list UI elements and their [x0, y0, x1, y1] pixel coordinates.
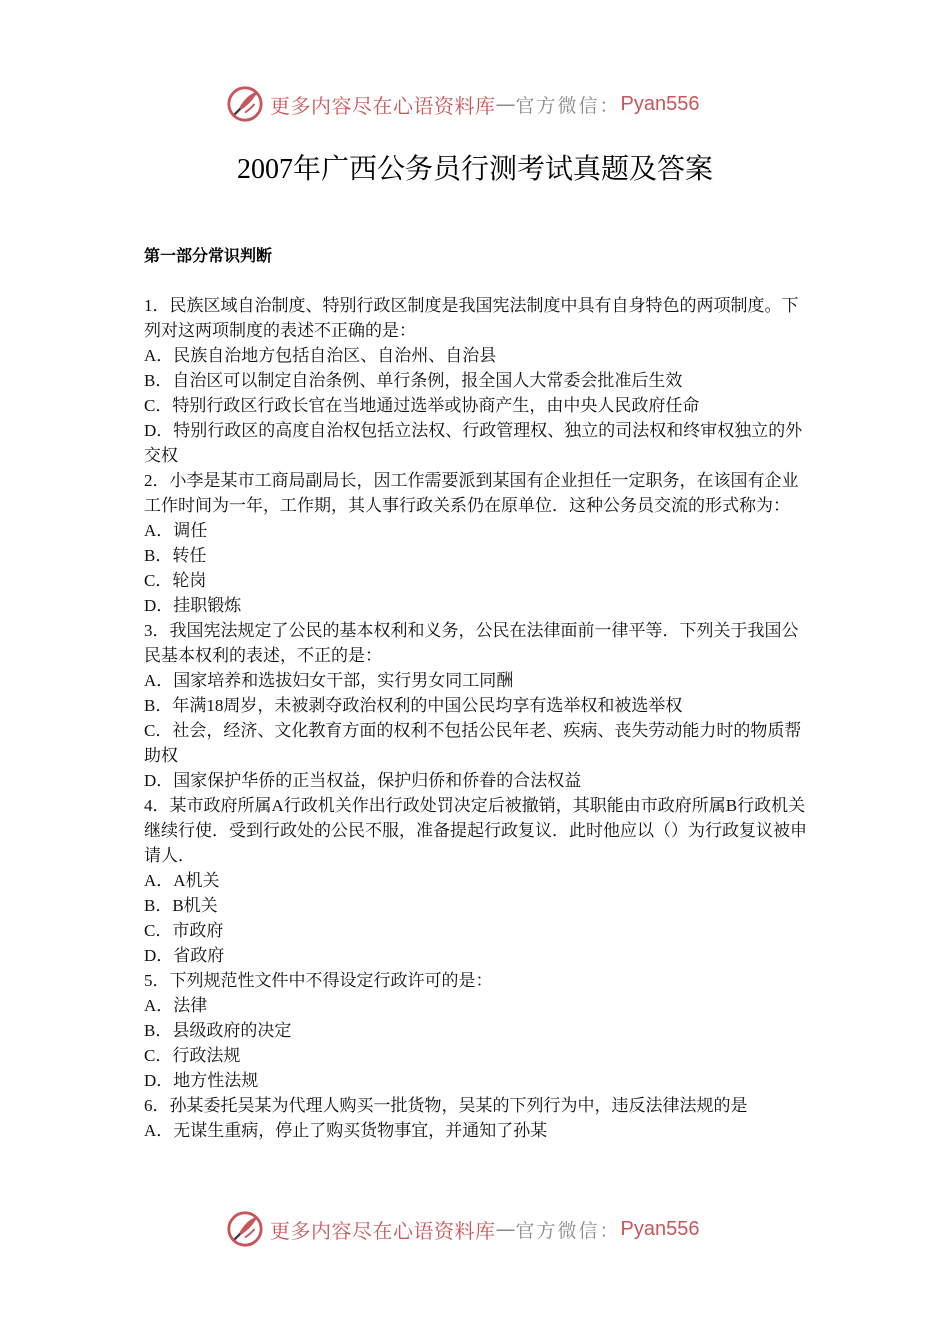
watermark-wechat-label: 官方微信：: [515, 94, 621, 117]
question-block: [144, 293, 812, 468]
watermark-dash: —: [495, 1217, 516, 1241]
quill-logo-icon: [226, 85, 264, 123]
answer-option: B．自治区可以制定自治条例、单行条例，报全国人大常委会批准后生效: [144, 371, 683, 390]
question-stem: 6．孙某委托吴某为代理人购买一批货物，吴某的下列行为中，违反法律法规的是: [144, 1096, 748, 1115]
answer-option: B．转任: [144, 546, 207, 565]
question-block: [144, 968, 812, 1093]
document-title: 2007年广西公务员行测考试真题及答案: [236, 154, 713, 185]
answer-option: A．无谋生重病，停止了购买货物事宜，并通知了孙某: [144, 1121, 548, 1140]
watermark-main-text: 更多内容尽在心语资料库: [270, 1218, 496, 1243]
answer-option: D．挂职锻炼: [144, 596, 242, 615]
question-block: [144, 793, 812, 968]
answer-option: B．B机关: [144, 896, 218, 915]
question-stem: 2．小李是某市工商局副局长，因工作需要派到某国有企业担任一定职务，在该国有企业工作时间为一年，工作期，其人事行政关系仍在原单位．这种公务员交流的形式称为：: [144, 471, 799, 515]
answer-option: D．特别行政区的高度自治权包括立法权、行政管理权、独立的司法权和终审权独立的外交权: [144, 421, 803, 465]
watermark-dash: —: [495, 92, 516, 116]
answer-option: A．国家培养和选拔妇女干部，实行男女同工同酬: [144, 671, 514, 690]
question-block: [144, 1093, 812, 1143]
answer-option: A．民族自治地方包括自治区、自治州、自治县: [144, 346, 497, 365]
watermark-footer: [226, 1207, 699, 1251]
question-stem: 3．我国宪法规定了公民的基本权利和义务，公民在法律面前一律平等．下列关于我国公民基本权利的表述，不正的是：: [144, 621, 799, 665]
answer-option: B．县级政府的决定: [144, 1021, 292, 1040]
question-list: [144, 293, 812, 1143]
watermark-wechat-label: 官方微信：: [515, 1219, 621, 1242]
answer-option: C．社会，经济、文化教育方面的权利不包括公民年老、疾病、丧失劳动能力时的物质帮助权: [144, 721, 802, 765]
answer-option: A．调任: [144, 521, 208, 540]
watermark-header: [226, 82, 699, 126]
answer-option: C．轮岗: [144, 571, 207, 590]
section-heading: 第一部分常识判断: [144, 246, 273, 265]
answer-option: C．行政法规: [144, 1046, 241, 1065]
question-stem: 1．民族区域自治制度、特别行政区制度是我国宪法制度中具有自身特色的两项制度。下列对这两项制度的表述不正确的是：: [144, 296, 799, 340]
question-stem: 4．某市政府所属A行政机关作出行政处罚决定后被撤销，其职能由市政府所属B行政机关继续行使．受到行政处的公民不服，准备提起行政复议．此时他应以（）为行政复议被申请人．: [144, 796, 807, 865]
question-stem: 5．下列规范性文件中不得设定行政许可的是：: [144, 971, 493, 990]
answer-option: D．省政府: [144, 946, 225, 965]
answer-option: C．市政府: [144, 921, 224, 940]
question-block: [144, 618, 812, 793]
answer-option: D．地方性法规: [144, 1071, 259, 1090]
watermark-main-text: 更多内容尽在心语资料库: [270, 93, 496, 118]
answer-option: B．年满18周岁，未被剥夺政治权利的中国公民均享有选举权和被选举权: [144, 696, 683, 715]
answer-option: C．特别行政区行政长官在当地通过选举或协商产生，由中央人民政府任命: [144, 396, 700, 415]
answer-option: A．法律: [144, 996, 208, 1015]
question-block: [144, 468, 812, 618]
watermark-wechat-id: Pyan556: [620, 92, 700, 115]
answer-option: D．国家保护华侨的正当权益，保护归侨和侨眷的合法权益: [144, 771, 582, 790]
quill-logo-icon: [226, 1210, 264, 1248]
watermark-wechat-id: Pyan556: [620, 1217, 700, 1240]
answer-option: A．A机关: [144, 871, 220, 890]
